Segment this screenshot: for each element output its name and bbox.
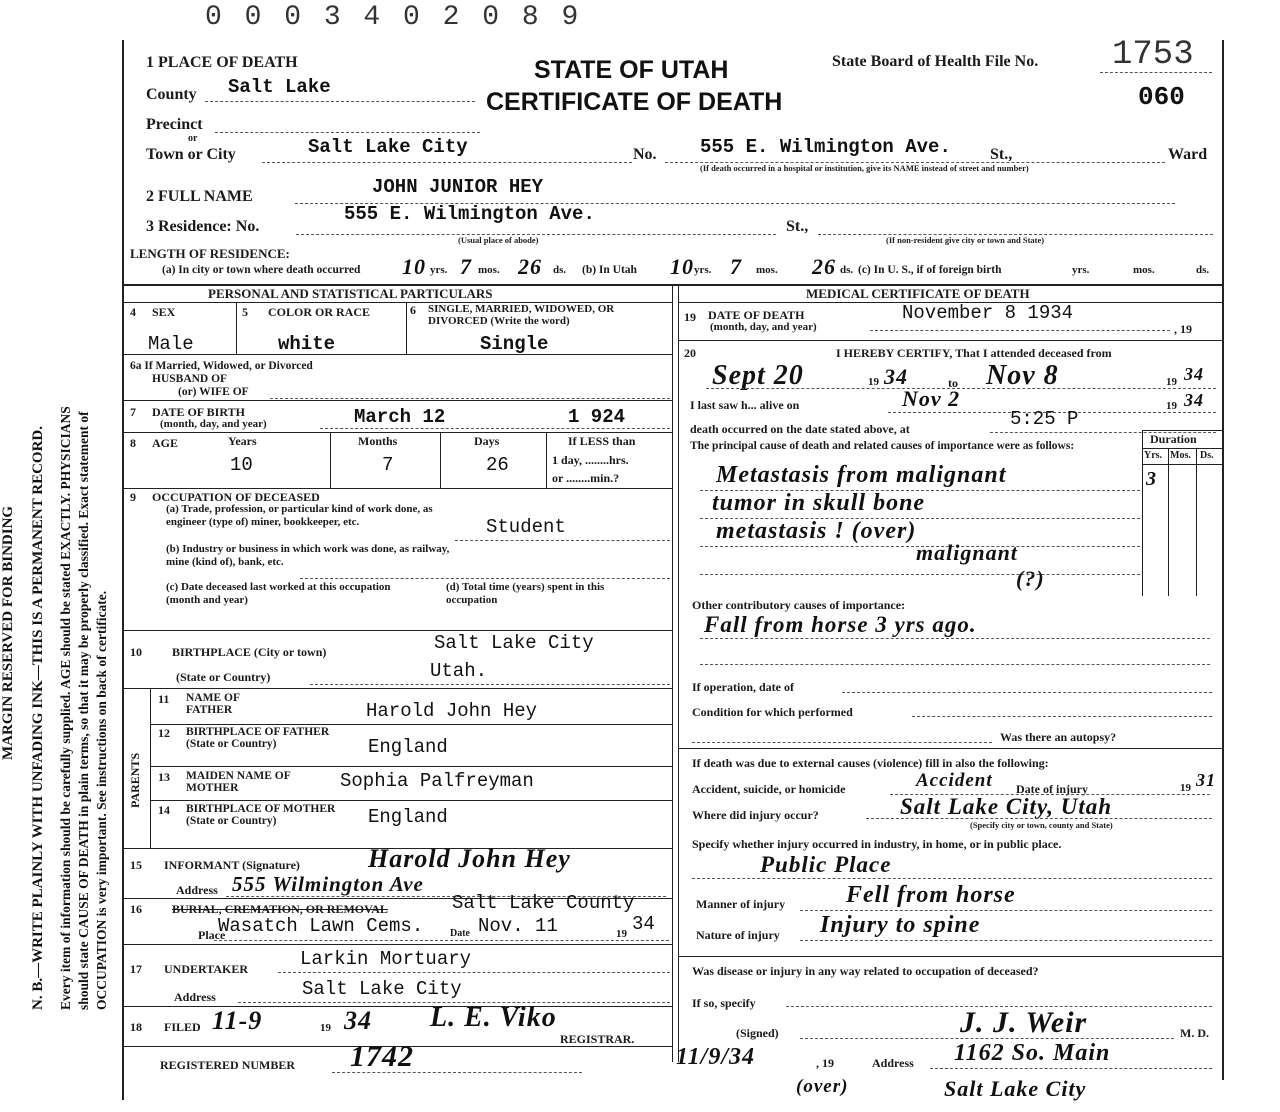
- length-city-yrs: 10: [402, 254, 426, 279]
- sub-number: 060: [1138, 82, 1185, 112]
- item-12-num: 12: [158, 726, 170, 740]
- duration-label: Duration: [1150, 432, 1197, 446]
- yrs-unit-b: yrs.: [694, 264, 712, 276]
- burial-year: 34: [632, 913, 655, 935]
- attended-to-year: 34: [1184, 364, 1204, 384]
- injury-date-label: Date of injury: [1016, 782, 1088, 796]
- occurred-label: death occurred on the date stated above, at: [690, 422, 910, 436]
- parents-label: PARENTS: [128, 752, 142, 808]
- length-utah-mos: 7: [730, 254, 742, 279]
- filed-label: FILED: [164, 1020, 201, 1034]
- mother-name: Sophia Palfreyman: [340, 770, 534, 792]
- signature-date: 11/9/34: [676, 1044, 756, 1070]
- yrs-unit-c: yrs.: [1072, 264, 1090, 276]
- attended-from: Sept 20: [712, 360, 804, 391]
- item-17-num: 17: [130, 962, 142, 976]
- item-5-num: 5: [242, 305, 248, 319]
- birth-state-label: (State or Country): [176, 670, 271, 684]
- sign-19: , 19: [816, 1056, 834, 1070]
- condition-label: Condition for which performed: [692, 705, 853, 719]
- length-city-ds: 26: [518, 254, 542, 279]
- manner-label: Manner of injury: [696, 897, 786, 911]
- operation-label: If operation, date of: [692, 680, 794, 694]
- physician-city: Salt Lake City: [944, 1076, 1087, 1101]
- dob-sub: (month, day, and year): [160, 418, 267, 430]
- burial-county: Salt Lake County: [452, 892, 635, 914]
- item-9-num: 9: [130, 490, 136, 504]
- yrs-unit-a: yrs.: [430, 264, 448, 276]
- margin-instruction-3: OCCUPATION is very important. See instructions on back of certificate.: [94, 590, 109, 1010]
- physician-address: 1162 So. Main: [954, 1040, 1111, 1066]
- duration-years: 3: [1146, 468, 1157, 490]
- nature-label: Nature of injury: [696, 928, 780, 942]
- years-label: Years: [228, 434, 257, 448]
- or-label: or: [188, 133, 198, 144]
- age-days: 26: [486, 454, 509, 476]
- if-so-label: If so, specify: [692, 996, 756, 1010]
- father-name: Harold John Hey: [366, 700, 538, 722]
- father-birthplace: England: [368, 736, 448, 758]
- dob-year: 1 924: [568, 406, 626, 428]
- filed-year: 34: [344, 1006, 372, 1035]
- date-of-death: November 8 1934: [902, 302, 1074, 324]
- to-label: to: [948, 376, 958, 390]
- occupation-d: (d) Total time (years) spent in this occupation: [446, 581, 605, 606]
- ds-unit-a: ds.: [553, 264, 567, 276]
- st-label: St.,: [990, 146, 1013, 163]
- nature-of-injury: Injury to spine: [820, 912, 981, 938]
- item-11-num: 11: [158, 692, 170, 706]
- related-label: Was disease or injury in any way related to occupation of deceased?: [692, 964, 1039, 978]
- informant-label: INFORMANT (Signature): [164, 858, 300, 872]
- death-address: 555 E. Wilmington Ave.: [700, 136, 951, 158]
- spouse-label-2: HUSBAND OF: [152, 373, 228, 385]
- occupation-b: (b) Industry or business in which work was done, as railway, mine (kind of), bank, etc.: [166, 543, 450, 568]
- age-months: 7: [382, 454, 394, 476]
- informant-signature: Harold John Hey: [368, 844, 571, 873]
- injury-year: 31: [1196, 770, 1216, 790]
- item-14-num: 14: [158, 803, 170, 817]
- county-value: Salt Lake: [228, 76, 331, 98]
- ward-label: Ward: [1168, 146, 1208, 163]
- contrib-label: Other contributory causes of importance:: [692, 598, 906, 612]
- item-6-num: 6: [410, 303, 416, 317]
- cause-line-2: tumor in skull bone: [712, 490, 926, 516]
- file-number: 1753: [1112, 36, 1194, 74]
- length-city-mos: 7: [460, 254, 472, 279]
- ds-unit-c: ds.: [1196, 264, 1210, 276]
- color-value: white: [278, 333, 336, 355]
- town-label: Town or City: [146, 146, 236, 163]
- where-label: Where did injury occur?: [692, 808, 819, 822]
- item-13-num: 13: [158, 770, 170, 784]
- registrar-signature: L. E. Viko: [430, 1002, 557, 1033]
- undertaker-name: Larkin Mortuary: [300, 948, 472, 970]
- attended-to: Nov 8: [986, 360, 1059, 391]
- less-day: 1 day, ........hrs.: [552, 453, 629, 467]
- state-title: STATE OF UTAH: [534, 56, 729, 84]
- burial-19: 19: [616, 928, 627, 940]
- serial-number: 0 0 0 3 4 0 2 0 8 9: [205, 2, 582, 33]
- months-label: Months: [358, 434, 398, 448]
- medical-heading: MEDICAL CERTIFICATE OF DEATH: [806, 286, 1030, 301]
- injury-place: Public Place: [760, 852, 892, 877]
- less-min: or ........min.?: [552, 471, 620, 485]
- dod-label: DATE OF DEATH: [708, 308, 805, 322]
- ds-unit-b: ds.: [840, 264, 854, 276]
- sex-value: Male: [148, 333, 194, 355]
- length-utah-ds: 26: [812, 254, 836, 279]
- filed-19: 19: [320, 1022, 331, 1034]
- mos-unit-c: mos.: [1133, 264, 1155, 276]
- accident-type: Accident: [916, 770, 993, 791]
- margin-instruction-1: Every item of information should be carefully supplied. AGE should be stated EXACTLY. PHYSICIANS: [58, 406, 73, 1010]
- cause-label: The principal cause of death and related causes of importance were as follows:: [690, 440, 1075, 452]
- physician-signature: J. J. Weir: [960, 1006, 1088, 1039]
- birthplace-label: BIRTHPLACE (City or town): [172, 645, 327, 659]
- specify-label: Specify whether injury occurred in industry, in home, or in public place.: [692, 837, 1062, 851]
- from-19: 19: [868, 376, 879, 388]
- age-label: AGE: [152, 436, 179, 450]
- physician-address-label: Address: [872, 1056, 914, 1070]
- dob-month-day: March 12: [354, 406, 446, 428]
- last-saw-label: I last saw h... alive on: [690, 398, 800, 412]
- manner-of-injury: Fell from horse: [846, 882, 1016, 908]
- cause-line-4: malignant: [916, 540, 1018, 565]
- occupation-value: Student: [486, 516, 566, 538]
- undertaker-address: Salt Lake City: [302, 978, 462, 1000]
- dod-19: , 19: [1174, 322, 1192, 336]
- length-us-label: (c) In U. S., if of foreign birth: [858, 264, 1002, 276]
- length-utah-label: (b) In Utah: [582, 264, 637, 276]
- attended-from-year: 34: [884, 364, 908, 389]
- undertaker-address-label: Address: [174, 990, 216, 1004]
- cause-line-1: Metastasis from malignant: [716, 462, 1007, 488]
- occupation-a: (a) Trade, profession, or particular kind of work done, as engineer (type of) miner, bookkeeper, etc.: [166, 503, 433, 528]
- full-name: JOHN JUNIOR HEY: [372, 176, 544, 198]
- undertaker-label: UNDERTAKER: [164, 962, 249, 976]
- injury-location: Salt Lake City, Utah: [900, 794, 1113, 819]
- burial-place-label: Place: [198, 928, 226, 942]
- registered-number-label: REGISTERED NUMBER: [160, 1058, 296, 1072]
- less-than-label: If LESS than: [568, 434, 636, 448]
- precinct-label: Precinct: [146, 116, 203, 133]
- to-19: 19: [1166, 376, 1177, 388]
- mother-label: MAIDEN NAME OF MOTHER: [186, 770, 291, 794]
- certificate-title: CERTIFICATE OF DEATH: [486, 88, 783, 116]
- birthplace-state: Utah.: [430, 660, 488, 682]
- mother-birthplace: England: [368, 806, 448, 828]
- registrar-label: REGISTRAR.: [560, 1032, 635, 1046]
- residence-value: 555 E. Wilmington Ave.: [344, 203, 595, 225]
- item-15-num: 15: [130, 858, 142, 872]
- county-label: County: [146, 86, 197, 103]
- item-8-num: 8: [130, 436, 136, 450]
- contributory-causes: Fall from horse 3 yrs ago.: [704, 612, 977, 637]
- father-label: NAME OF FATHER: [186, 692, 240, 716]
- age-years: 10: [230, 454, 253, 476]
- injury-19: 19: [1180, 782, 1191, 794]
- street-no-label: No.: [633, 146, 657, 163]
- place-note: (If death occurred in a hospital or institution, give its NAME instead of street and number): [700, 163, 1029, 173]
- town-value: Salt Lake City: [308, 136, 468, 158]
- margin-instruction-2: should state CAUSE OF DEATH in plain terms, so that it may be properly classified. Exact statement of: [76, 411, 91, 1010]
- spouse-label-1-text: If Married, Widowed, or Divorced: [144, 360, 313, 372]
- sex-label: SEX: [152, 305, 176, 319]
- lastsaw-19: 19: [1166, 400, 1177, 412]
- length-utah-yrs: 10: [670, 254, 694, 279]
- personal-heading: PERSONAL AND STATISTICAL PARTICULARS: [208, 286, 493, 301]
- dur-mos-label: Mos.: [1170, 450, 1191, 461]
- item-16-num: 16: [130, 902, 142, 916]
- occupation-label: OCCUPATION OF DECEASED: [152, 490, 320, 504]
- length-label: LENGTH OF RESIDENCE:: [130, 246, 290, 261]
- margin-ink-note: N. B.—WRITE PLAINLY WITH UNFADING INK—THIS IS A PERMANENT RECORD.: [30, 426, 46, 1010]
- item-19-num: 19: [684, 310, 696, 324]
- father-bp-label: BIRTHPLACE OF FATHER (State or Country): [186, 726, 330, 750]
- certify-text: I HEREBY CERTIFY, That I attended deceased from: [836, 346, 1112, 360]
- registered-number: 1742: [350, 1040, 414, 1073]
- burial-label: BURIAL, CREMATION, OR REMOVAL: [172, 902, 388, 916]
- burial-date-label: Date: [450, 928, 470, 939]
- last-saw-date: Nov 2: [902, 386, 961, 411]
- place-heading: 1 PLACE OF DEATH: [146, 54, 298, 71]
- mother-bp-label: BIRTHPLACE OF MOTHER (State or Country): [186, 803, 336, 827]
- spouse-label-1: 6a If Married, Widowed, or Divorced: [130, 360, 313, 372]
- marital-label: SINGLE, MARRIED, WIDOWED, OR DIVORCED (Write the word): [428, 303, 615, 327]
- external-causes-label: If death was due to external causes (violence) fill in also the following:: [692, 756, 1049, 770]
- mos-unit-a: mos.: [478, 264, 500, 276]
- mos-unit-b: mos.: [756, 264, 778, 276]
- informant-address-label: Address: [176, 883, 218, 897]
- burial-date: Nov. 11: [478, 915, 558, 937]
- margin-binding-note: MARGIN RESERVED FOR BINDING: [0, 505, 16, 760]
- residence-label: 3 Residence: No.: [146, 218, 260, 235]
- item-20-num: 20: [684, 346, 696, 360]
- burial-place: Wasatch Lawn Cems.: [218, 915, 424, 937]
- days-label: Days: [474, 434, 500, 448]
- dur-ds-label: Ds.: [1200, 450, 1214, 461]
- over-note: (over): [796, 1076, 849, 1097]
- autopsy-label: Was there an autopsy?: [1000, 730, 1117, 744]
- filed-date: 11-9: [212, 1006, 263, 1035]
- residence-note-1: (Usual place of abode): [458, 235, 539, 245]
- signed-label: (Signed): [736, 1026, 779, 1040]
- item-10-num: 10: [130, 645, 142, 659]
- cause-line-3: metastasis ! (over): [716, 518, 917, 544]
- full-name-label: 2 FULL NAME: [146, 188, 253, 205]
- accident-label: Accident, suicide, or homicide: [692, 782, 846, 796]
- dob-label: DATE OF BIRTH: [152, 405, 245, 419]
- residence-note-2: (If non-resident give city or town and State): [886, 235, 1045, 245]
- occupation-c: (c) Date deceased last worked at this occupation (month and year): [166, 581, 391, 606]
- where-note: (Specify city or town, county and State): [970, 820, 1113, 830]
- cause-line-5: (?): [1016, 566, 1045, 591]
- dur-yrs-label: Yrs.: [1144, 450, 1163, 461]
- residence-st-label: St.,: [786, 218, 809, 235]
- informant-address: 555 Wilmington Ave: [232, 872, 424, 896]
- item-18-num: 18: [130, 1020, 142, 1034]
- marital-value: Single: [480, 333, 549, 355]
- length-city-label: (a) In city or town where death occurred: [162, 264, 361, 276]
- time-of-death: 5:25 P: [1010, 408, 1079, 430]
- item-7-num: 7: [130, 405, 136, 419]
- item-4-num: 4: [130, 305, 136, 319]
- file-number-label: State Board of Health File No.: [832, 53, 1039, 70]
- color-label: COLOR OR RACE: [268, 305, 371, 319]
- birthplace-city: Salt Lake City: [434, 632, 594, 654]
- md-label: M. D.: [1180, 1026, 1209, 1040]
- dod-sub: (month, day, and year): [710, 321, 817, 333]
- spouse-label-3: (or) WIFE OF: [178, 386, 249, 398]
- last-saw-year: 34: [1184, 390, 1204, 410]
